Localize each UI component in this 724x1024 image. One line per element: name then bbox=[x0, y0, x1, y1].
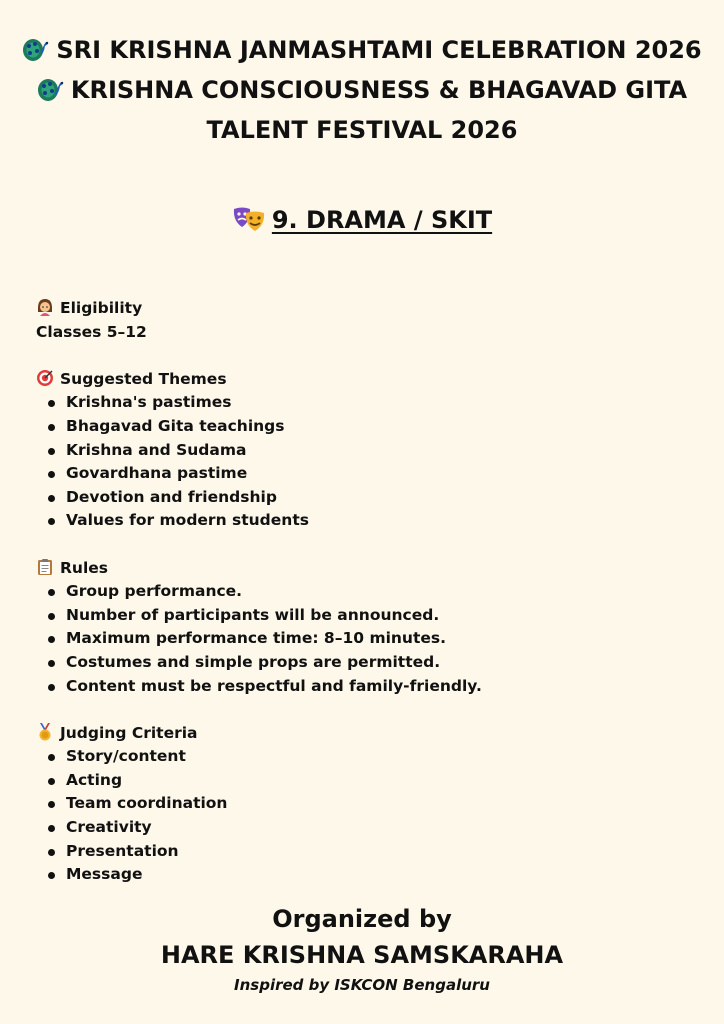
rules-section bbox=[36, 557, 696, 699]
rules-heading bbox=[36, 557, 696, 581]
judging-heading bbox=[36, 722, 696, 746]
eligibility-heading-text: Eligibility bbox=[60, 299, 143, 317]
themes-heading-text: Suggested Themes bbox=[60, 369, 227, 388]
list-item: Values for modern students bbox=[36, 509, 696, 533]
peacock-icon bbox=[22, 36, 50, 62]
list-item: Number of participants will be announced. bbox=[36, 604, 696, 628]
eligibility-heading bbox=[36, 297, 696, 321]
rules-heading-text: Rules bbox=[60, 558, 109, 577]
list-item: Group performance. bbox=[36, 580, 696, 604]
rules-list bbox=[36, 580, 696, 698]
judging-list bbox=[36, 745, 696, 887]
girl-icon bbox=[36, 298, 54, 316]
eligibility-section bbox=[36, 297, 696, 344]
list-item: Creativity bbox=[36, 816, 696, 840]
performing-arts-masks-icon bbox=[232, 205, 266, 233]
list-item: Content must be respectful and family-friendly. bbox=[36, 675, 696, 699]
organizer-name: HARE KRISHNA SAMSKARAHA bbox=[160, 941, 564, 969]
header-line-2-text: KRISHNA CONSCIOUSNESS & BHAGAVAD GITA bbox=[70, 76, 688, 104]
event-title-text: 9. DRAMA / SKIT bbox=[271, 206, 493, 234]
list-item: Story/content bbox=[36, 745, 696, 769]
event-title bbox=[0, 202, 724, 238]
header-line-1-text: SRI KRISHNA JANMASHTAMI CELEBRATION 2026 bbox=[56, 36, 702, 64]
clipboard-icon bbox=[36, 558, 54, 576]
eligibility-value: Classes 5–12 bbox=[36, 322, 147, 341]
list-item: Maximum performance time: 8–10 minutes. bbox=[36, 627, 696, 651]
list-item: Costumes and simple props are permitted. bbox=[36, 651, 696, 675]
list-item: Devotion and friendship bbox=[36, 486, 696, 510]
peacock-icon bbox=[37, 76, 65, 102]
themes-section bbox=[36, 368, 696, 533]
medal-icon bbox=[36, 723, 54, 741]
judging-heading-text: Judging Criteria bbox=[60, 723, 198, 742]
organized-by-label: Organized by bbox=[272, 905, 452, 933]
target-icon bbox=[36, 369, 54, 387]
list-item: Govardhana pastime bbox=[36, 462, 696, 486]
header-line-1 bbox=[0, 30, 724, 70]
content bbox=[36, 297, 696, 910]
list-item: Krishna and Sudama bbox=[36, 439, 696, 463]
header bbox=[0, 30, 724, 150]
footer bbox=[0, 900, 724, 998]
list-item: Presentation bbox=[36, 840, 696, 864]
list-item: Krishna's pastimes bbox=[36, 391, 696, 415]
list-item: Acting bbox=[36, 769, 696, 793]
header-line-2 bbox=[0, 70, 724, 110]
themes-heading bbox=[36, 368, 696, 392]
judging-section bbox=[36, 722, 696, 887]
themes-list bbox=[36, 391, 696, 533]
inspired-by-text: Inspired by ISKCON Bengaluru bbox=[234, 976, 490, 994]
list-item: Bhagavad Gita teachings bbox=[36, 415, 696, 439]
list-item: Team coordination bbox=[36, 792, 696, 816]
header-line-3: TALENT FESTIVAL 2026 bbox=[206, 116, 518, 144]
list-item: Message bbox=[36, 863, 696, 887]
